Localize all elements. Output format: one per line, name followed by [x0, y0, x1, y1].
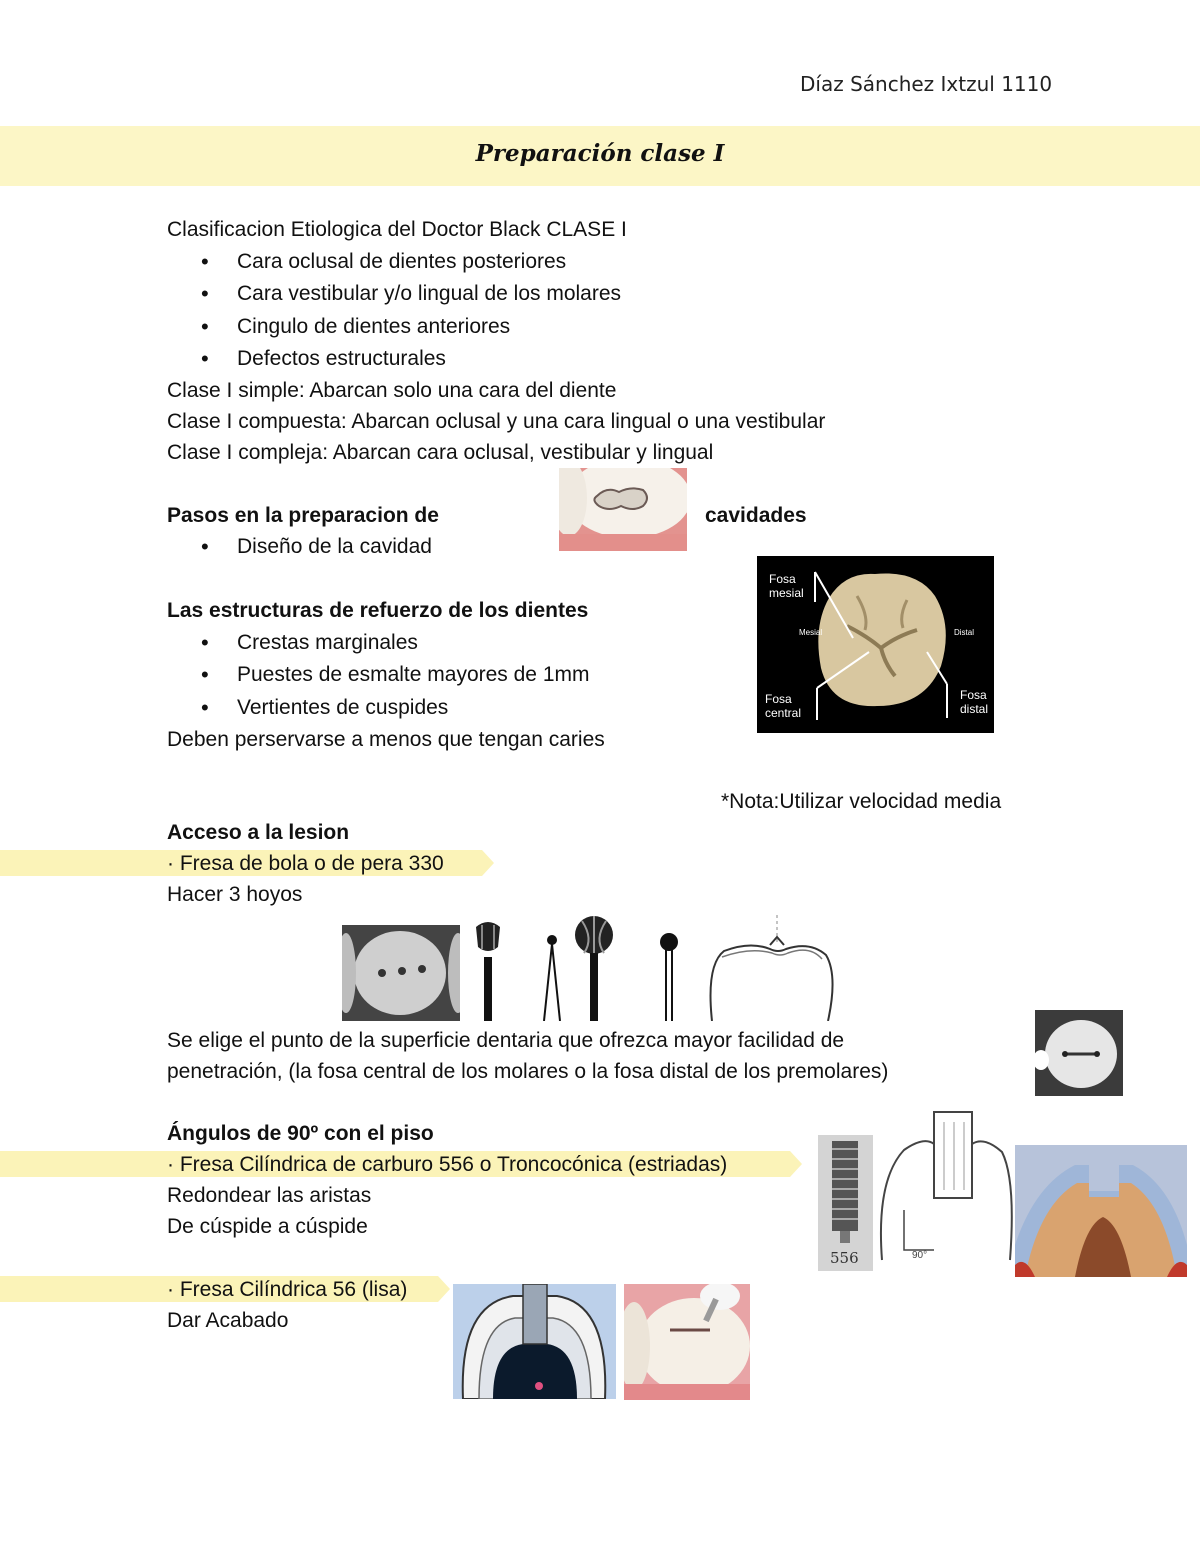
- label-fosa-central: Fosa central: [765, 692, 802, 720]
- molar-pits-figure: [757, 556, 994, 733]
- class-complex-line: Clase I compleja: Abarcan cara oclusal, vestibular y lingual: [167, 441, 714, 464]
- carbide-bur-556-photo: [818, 1135, 873, 1271]
- list-item: • Cara oclusal de dientes posteriores: [167, 246, 621, 278]
- steps-heading-end: cavidades: [705, 504, 807, 527]
- bur-556-label: 556: [830, 1249, 859, 1267]
- page-title: Preparación clase I: [475, 140, 725, 167]
- pear-bur-icon: [572, 913, 616, 1021]
- molar-holes-photo: [342, 925, 460, 1021]
- list-item: • Defectos estructurales: [167, 343, 621, 375]
- angles-line-1: Redondear las aristas: [167, 1184, 372, 1207]
- cavity-90-degree-sketch: [874, 1110, 1016, 1271]
- highlight-arrow: [790, 1151, 802, 1177]
- access-bur: · Fresa de bola o de pera 330: [167, 852, 444, 875]
- cylindrical-bur-section-diagram: [453, 1284, 616, 1399]
- round-bur-small-icon: [538, 932, 566, 1021]
- label-mesial: Mesial: [799, 628, 823, 637]
- label-fosa-mesial: Fosa mesial: [769, 572, 804, 600]
- speed-note: *Nota:Utilizar velocidad media: [721, 790, 1002, 813]
- cavity-outline-photo: [559, 468, 687, 551]
- list-item: • Cingulo de dientes anteriores: [167, 311, 621, 343]
- list-item: • Cara vestibular y/o lingual de los molares: [167, 278, 621, 310]
- tooth-section-sketch: [700, 915, 845, 1021]
- label-fosa-distal: Fosa distal: [960, 688, 989, 716]
- premolar-photo: [1035, 1010, 1123, 1096]
- highlight-arrow: [438, 1276, 450, 1302]
- angles-heading: Ángulos de 90º con el piso: [167, 1122, 434, 1145]
- classification-heading: Clasificacion Etiologica del Doctor Black CLASE I: [167, 218, 627, 241]
- steps-heading: Pasos en la preparacion de: [167, 504, 439, 527]
- molar-bur-photo: [624, 1284, 750, 1400]
- list-item: • Crestas marginales: [167, 627, 590, 659]
- access-heading: Acceso a la lesion: [167, 821, 350, 844]
- access-line: Hacer 3 hoyos: [167, 883, 303, 906]
- reinforcement-heading: Las estructuras de refuerzo de los dientes: [167, 599, 589, 622]
- tooth-cross-section-photo: [1015, 1145, 1187, 1277]
- class-compound-line: Clase I compuesta: Abarcan oclusal y una cara lingual o una vestibular: [167, 410, 826, 433]
- classification-list: [167, 246, 621, 376]
- ball-bur-icon: [655, 932, 683, 1021]
- round-bur-large-icon: [470, 917, 506, 1021]
- label-distal: Distal: [954, 628, 975, 637]
- angles-bur: · Fresa Cilíndrica de carburo 556 o Troncocónica (estriadas): [167, 1153, 728, 1176]
- angles-line-2: De cúspide a cúspide: [167, 1215, 368, 1238]
- angle-label: 90°: [912, 1250, 928, 1261]
- finish-line: Dar Acabado: [167, 1309, 289, 1332]
- access-paragraph-line-1: Se elige el punto de la superficie dentaria que ofrezca mayor facilidad de: [167, 1029, 845, 1052]
- list-item: • Diseño de la cavidad: [167, 531, 432, 563]
- access-paragraph-line-2: penetración, (la fosa central de los molares o la fosa distal de los premolares): [167, 1060, 889, 1083]
- list-item: • Vertientes de cuspides: [167, 692, 590, 724]
- steps-list: [167, 531, 432, 563]
- list-item: • Puestes de esmalte mayores de 1mm: [167, 659, 590, 691]
- author-name: Díaz Sánchez Ixtzul 1110: [800, 72, 1053, 96]
- reinforcement-list: [167, 627, 590, 724]
- finish-bur: · Fresa Cilíndrica 56 (lisa): [167, 1278, 408, 1301]
- reinforcement-note: Deben perservarse a menos que tengan caries: [167, 728, 605, 751]
- highlight-arrow: [482, 850, 494, 876]
- class-simple-line: Clase I simple: Abarcan solo una cara del diente: [167, 379, 617, 402]
